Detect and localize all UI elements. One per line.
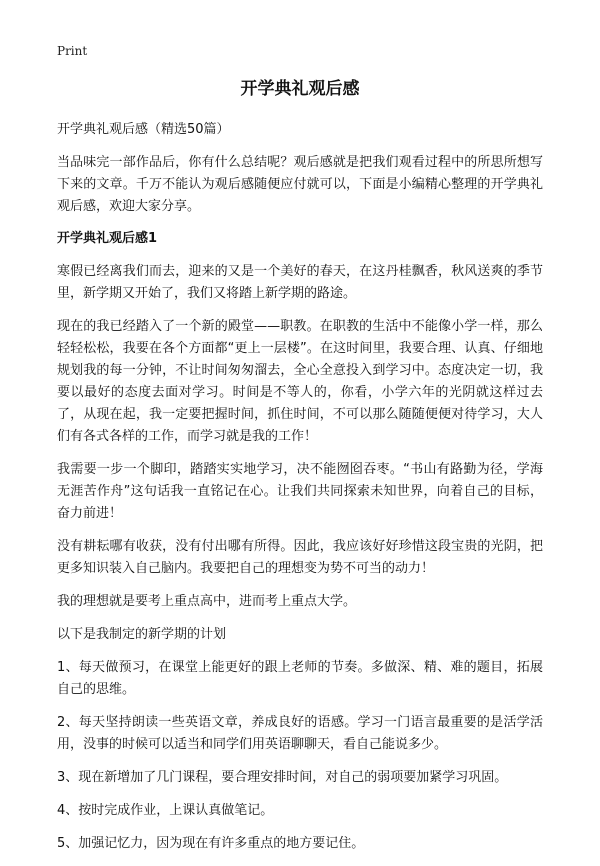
page-title: 开学典礼观后感: [240, 79, 360, 99]
plan-item: 2、每天坚持朗读一些英语文章，养成良好的语感。学习一门语言最重要的是活学活用，没事的时候可以适当和同学们用英语聊聊天，看自己能说多少。: [57, 715, 543, 752]
body-paragraph: 现在的我已经踏入了一个新的殿堂——职教。在职教的生活中不能像小学一样，那么轻轻松松，我要在各个方面都“更上一层楼”。在这时间里，我要合理、认真、仔细地规划我的每一分钟，不让时间匆匆溜去，全心全意投入到学习中。态度决定一切，我要以最好的态度去面对学习。时间是不等人的，你看，小学六年的光阴就这样过去了，从现在起，我一定要把握时间，抓住时间，不可以那么随随便便对待学习，大人们有各式各样的工作，而学习就是我的工作！: [57, 319, 543, 444]
plan-item: 4、按时完成作业，上课认真做笔记。: [57, 803, 274, 818]
plan-item: 5、加强记忆力，因为现在有许多重点的地方要记住。: [57, 836, 365, 851]
body-paragraph: 我的理想就是要考上重点高中，进而考上重点大学。: [57, 594, 357, 609]
plan-item: 1、每天做预习，在课堂上能更好的跟上老师的节奏。多做深、精、难的题目，拓展自己的思维。: [57, 660, 543, 697]
body-paragraph: 以下是我制定的新学期的计划: [57, 627, 227, 642]
article: [57, 78, 543, 866]
body-paragraph: 没有耕耘哪有收获，没有付出哪有所得。因此，我应该好好珍惜这段宝贵的光阴，把更多知识装入自己脑内。我要把自己的理想变为势不可当的动力！: [57, 539, 543, 576]
body-paragraph: 我需要一步一个脚印，踏踏实实地学习，决不能囫囵吞枣。“书山有路勤为径，学海无涯苦作舟”这句话我一直铭记在心。让我们共同探索未知世界，向着自己的目标，奋力前进！: [57, 462, 543, 521]
plan-item: 3、现在新增加了几门课程，要合理安排时间，对自己的弱项要加紧学习巩固。: [57, 770, 508, 785]
body-paragraph: 寒假已经离我们而去，迎来的又是一个美好的春天，在这丹桂飘香，秋风送爽的季节里，新学期又开始了，我们又将踏上新学期的路途。: [57, 264, 543, 301]
article-subtitle: 开学典礼观后感（精选50篇）: [57, 122, 230, 137]
intro-paragraph: 当品味完一部作品后，你有什么总结呢？观后感就是把我们观看过程中的所思所想写下来的文章。千万不能认为观后感随便应付就可以，下面是小编精心整理的开学典礼观后感，欢迎大家分享。: [57, 155, 543, 214]
section-heading: 开学典礼观后感1: [57, 231, 158, 246]
print-link[interactable]: Print: [57, 44, 88, 58]
